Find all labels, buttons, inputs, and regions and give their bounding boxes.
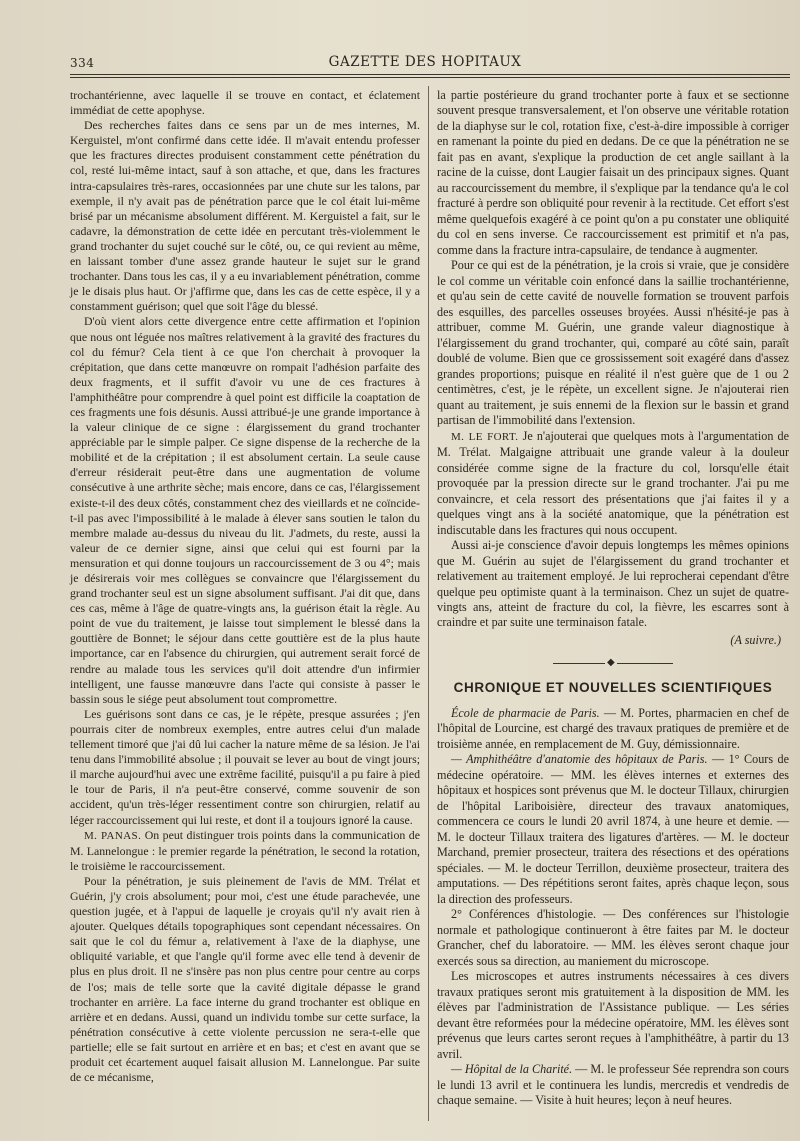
- right-column: [437, 88, 789, 1109]
- paragraph-text: Pour la pénétration, je suis pleinement de l'avis de MM. Trélat et Guérin, j'y crois absolument; pour moi, c'est une étude parachevée, une question jugée, et à l'appui de laquelle je croyais qu'il n'y avait rien à ajouter. Quelques détails topographiques sont cependant nécessaires. On sait que le col du fémur a, relativement à l'axe de la diaphyse, une obliquité variable, et que l'angle qu'il forme avec elle tend à devenir de plus en plus droit. Il ne s'insère pas non plus centre pour centre au corps de l'os; mais de telle sorte que la cavité digitale dépasse le grand trochanter en arrière. La face interne du grand trochanter est oblique en arrière et en dedans. Aussi, quand un individu tombe sur cette surface, la pénétration consécutive à cette violente percussion ne sera-t-elle que partielle; elle se fait surtout en arrière et en bas; et c'est en avant que se produit cet écartement auquel faisait allusion M. Lannelongue. Par suite de ce mécanisme,: [70, 873, 420, 1085]
- left-column: [70, 88, 420, 1085]
- paragraph: [437, 88, 789, 258]
- paragraph-text: Les microscopes et autres instruments nécessaires à ces divers travaux pratiques seront mis gratuitement à la disposition de MM. les élèves par l'administration de l'Assistance publique. — Les séries devant être reformées pour la médecine opératoire, MM. les élèves sont prévenus que leurs cartes seront reçues à l'amphithéâtre, à partir du 13 avril.: [437, 969, 789, 1061]
- paragraph-text: Aussi ai-je conscience d'avoir depuis longtemps les mêmes opinions que M. Guérin au sujet de l'élargissement du grand trochanter et relativement au traitement employé. Je lui reprocherai cependant d'être quelque peu optimiste quant à la terminaison. Chez un sujet de quatre-vingts ans, atteint de fracture du col, la fièvre, les escarres sont à craindre et par suite une terminaison fatale.: [437, 538, 789, 630]
- paragraph: [70, 88, 420, 118]
- paragraph-text: trochantérienne, avec laquelle il se trouve en contact, et éclatement immédiat de cette apophyse.: [70, 88, 420, 118]
- paragraph: [70, 874, 420, 1085]
- paragraph-text: — 1° Cours de médecine opératoire. — MM. les élèves internes et externes des hôpitaux et hospices sont prévenus que M. le docteur Tillaux, chirurgien de l'hôpital Lariboisière, directeur des travaux anatomiques, commencera ce cours le lundi 20 avril 1874, à une heure et demie. — M. le docteur Tillaux traitera des ligatures d'artères. — M. le docteur Marchand, premier prosecteur, traitera des résections et des opérations spéciales. — M. le docteur Terrillon, deuxième prosecteur, traitera des amputations. — Des répétitions seront faites, après chaque leçon, sous la direction des professeurs.: [437, 752, 789, 906]
- paragraph-text: Les guérisons sont dans ce cas, je le répète, presque assurées ; j'en pourrais citer de nombreux exemples, entre autres celui d'un malade tellement timoré que j'ai dû lui cacher la nature même de sa lésion. Je l'ai tenu dans l'immobilité absolue ; il pouvait se lever au bout de vingt jours; il marche aujourd'hui avec une extrême facilité, puisqu'il a pu faire à pied le tour de Paris, il n'a peut-être conservé, comme souvenir de son accident, qu'un très-léger ressentiment contre son chirurgien, relatif au léger raccourcissement qui lui reste, et dont il a toujours ignoré la cause.: [70, 706, 420, 827]
- speaker-name: M. LE FORT.: [451, 430, 519, 443]
- paragraph: [437, 907, 789, 969]
- paragraph-text: Des recherches faites dans ce sens par un de mes internes, M. Kerguistel, m'ont confirmé dans cette idée. Il m'avait entendu professer que les fractures directes produisent constamment cette pénétration du col, resté lui-même intact, sauf à son attache, et que, dans les fractures intra-capsulaires très-rares, occasionnées par une chute sur les talons, par exemple, il n'y avait pas de pénétration parce que le col était lui-même brisé par un mécanisme absolument différent. M. Kerguistel a fait, sur le cadavre, la démonstration de cette idée en percutant très-violemment le grand trochanter du sujet couché sur le côté, ou, ce qui revient au même, en laissant tomber d'une assez grande hauteur le sujet sur le grand trochanter. Dans tous les cas, il y a eu invariablement pénétration, comme je le disais plus haut. Or j'affirme que, dans les cas de cette espèce, il y a constamment guérison; quel que soit l'âge du blessé.: [70, 118, 420, 314]
- paragraph-text: Pour ce qui est de la pénétration, je la crois si vraie, que je considère le col comme un véritable coin enfoncé dans la saillie trochantérienne, et qu'au sein de cette cavité de nouvelle formation se trouvent parfois des esquilles, des parcelles osseuses broyées. Aussi n'hésité-je pas à attribuer, comme M. Guérin, une grande valeur diagnostique à l'élargissement du grand trochanter, qui, comparé au côté sain, paraît doublé de volume. Bien que ce grossissement soit exagéré dans d'assez grandes proportions; puisque en réalité il n'est guère que de 1 ou 2 centimètres, c'est, je le répète, un excellent signe. Je n'ajouterai rien quant au traitement, je suis ennemi de la flexion sur le bassin et grand partisan de l'immobilité dans l'extension.: [437, 258, 789, 428]
- news-lead: École de pharmacie de Paris.: [451, 705, 600, 720]
- header-rule-double: [70, 77, 790, 78]
- paragraph-text: la partie postérieure du grand trochanter porte à faux et se sectionne souvent presque transversalement, et l'on observe une véritable rotation de la diaphyse sur le col, rotation fixe, c'est-à-dire impossible à corriger en ramenant la pointe du pied en dedans. De ce que la pénétration ne se fait pas en avant, s'explique la production de cet angle saillant à la racine de la cuisse, dont Laugier faisait un des principaux signes. Quant au raccourcissement du membre, il s'explique par la tendance qu'a le col fracturé à perdre son obliquité pour revenir à la rectitude. Cet effort s'est même quelquefois exagéré à ce point qu'on a pu constater une obliquité du col en sens inverse. Ce raccourcissement est primitif et n'a pas, comme dans la fracture intra-capsulaire, de tendance à augmenter.: [437, 88, 789, 257]
- to-be-continued-note: (A suivre.): [730, 632, 781, 647]
- paragraph: [437, 258, 789, 428]
- paragraph: [70, 707, 420, 828]
- paragraph: [70, 118, 420, 314]
- paragraph: [70, 828, 420, 874]
- paragraph-text: 2° Conférences d'histologie. — Des conférences sur l'histologie normale et pathologique continueront à être faites par M. le docteur Grancher, chef du laboratoire. — MM. les élèves seront chaque jour exercés sous sa direction, au maniement du microscope.: [437, 907, 789, 968]
- paragraph: [437, 538, 789, 631]
- speaker-name: M. PANAS.: [84, 829, 142, 842]
- journal-title: GAZETTE DES HOPITAUX: [328, 54, 522, 70]
- news-lead: — Amphithéâtre d'anatomie des hôpitaux de Paris.: [451, 752, 708, 767]
- paragraph: [437, 752, 789, 907]
- paragraph: [437, 969, 789, 1062]
- paragraph: [437, 1062, 789, 1108]
- header-rule: [70, 74, 790, 75]
- paragraph-text: D'où vient alors cette divergence entre cette affirmation et l'opinion que nous ont léguée nos maîtres relativement à la gravité des fractures du col du fémur? Cela tient à ce que l'on cherchait à provoquer la crépitation, que dans cette manœuvre on rompait l'adhésion parfaite des deux fragments, et il suffit d'avoir vu une de ces fractures à l'amphithéâtre pour comprendre à quel point est difficile la coaptation de ces fragments une fois désunis. Aussi attribué-je une grande importance à la valeur clinique de ce signe : élargissement du grand trochanter appréciable par le simple palper. Ce signe dispense de la recherche de la mobilité et de la crépitation ; il est absolument certain. La seule cause d'erreur résiderait peut-être dans une augmentation de volume consécutive à une arthrite sèche; mais encore, dans ce cas, l'élargissement existe-t-il des deux côtés, constamment chez des vieillards et ne coïncide-t-il pas avec l'impossibilité à le malade à élever sans soutien le talon du membre malade au-dessus du niveau du lit. J'admets, du reste, aussi la valeur de ce dernier signe, ainsi que celui qui est fourni par la mensuration et qui donne toujours un raccourcissement de 3 ou 4°; mais je désirerais voir mes collègues se convaincre que l'élargissement du grand trochanter seul est un signe absolument suffisant. J'ai dit que, dans ces cas, même à l'âge de quatre-vingts ans, la guérison était la règle. Au point de vue du traitement, je laisse tout simplement le blessé dans la gouttière de Bonnet; le séjour dans cette gouttière est de la plus haute importance, car en l'absence du chirurgien, qui autrement serait forcé de rendre au malade tous les services qu'il doit attendre d'un infirmier intelligent, une fausse manœuvre dans l'acte qui consiste à passer le bassin sous le siége peut absolument tout compromettre.: [70, 314, 420, 706]
- page-number: 334: [70, 56, 95, 70]
- paragraph-text: Je n'ajouterai que quelques mots à l'argumentation de M. Trélat. Malgaigne attribuait une grande valeur à la douleur considérée comme signe de la fracture du col, lorsqu'elle était provoquée par la pression directe sur le grand trochanter. J'ai pu me convaincre, et cela ressort des présentations que j'ai faites il y a quelques vingt ans à la société anatomique, que la pénétration est indiscutable dans les fractures qui nous occupent.: [437, 428, 789, 537]
- paragraph-text: On peut distinguer trois points dans la communication de M. Lannelongue : le premier regarde la pénétration, le second la rotation, le troisième le raccourcissement.: [70, 827, 420, 873]
- paragraph: [437, 429, 789, 538]
- paragraph: [70, 314, 420, 706]
- section-heading: CHRONIQUE ET NOUVELLES SCIENTIFIQUES: [453, 680, 773, 696]
- news-lead: — Hôpital de la Charité.: [451, 1062, 573, 1077]
- paragraph-text: — M. Portes, pharmacien en chef de l'hôpital de Lourcine, est chargé des travaux pratiques de première et de troisième année, en remplacement de M. Guy, démissionnaire.: [437, 705, 789, 751]
- column-divider: [428, 86, 429, 1121]
- section-separator: [553, 658, 673, 668]
- paragraph-text: — M. le professeur Sée reprendra son cours le lundi 13 avril et le continuera les lundis, mercredis et vendredis de chaque semaine. — Visite à huit heures; leçon à neuf heures.: [437, 1062, 789, 1108]
- paragraph: [437, 706, 789, 752]
- page-header: [60, 50, 790, 72]
